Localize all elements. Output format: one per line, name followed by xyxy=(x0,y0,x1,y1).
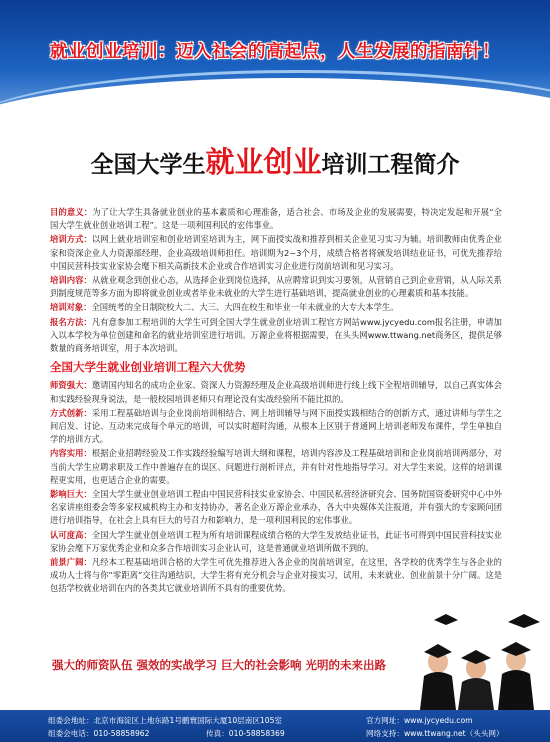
advantage-item xyxy=(50,529,502,555)
para-label: 影响巨大： xyxy=(50,489,92,500)
para-label: 培训方式： xyxy=(50,234,92,245)
graduates-illustration xyxy=(416,610,546,710)
graduate-figure-1 xyxy=(420,644,456,710)
para-text: 邀请国内知名的成功企业家、资深人力资源经理及企业高级培训师进行线上线下全程培训辅导，以自己真实体会和实践经验现身说法，是一般校园培训老师只有理论没有实战经验所不能比拟的。 xyxy=(50,380,502,404)
bottom-slogan: 强大的师资队伍 强效的实战学习 巨大的社会影响 光明的未来出路 xyxy=(52,658,387,672)
intro-signup xyxy=(50,316,502,356)
footer-official-site-link[interactable]: 官方网址：www.jycyedu.com xyxy=(366,716,473,725)
advantage-item xyxy=(50,379,502,405)
header-slogan: 就业创业培训：迈入社会的高起点，人生发展的指南针！ xyxy=(50,42,500,62)
para-label: 培训对象： xyxy=(50,302,92,313)
para-label: 前景广阔： xyxy=(50,557,92,568)
advantage-item xyxy=(50,488,502,528)
para-label: 方式创新： xyxy=(50,407,92,418)
intro-method xyxy=(50,233,502,273)
intro-audience xyxy=(50,301,502,314)
para-label: 师资强大： xyxy=(50,380,92,391)
flying-cap-icon xyxy=(508,614,540,628)
title-highlight: 就业创业 xyxy=(205,145,322,179)
para-label: 报名方法： xyxy=(50,316,92,327)
advantages-title: 全国大学生就业创业培训工程六大优势 xyxy=(50,360,246,375)
footer-network-support-link[interactable]: 网络支持：www.ttwang.net（头头网） xyxy=(366,729,504,738)
title-prefix: 全国大学生 xyxy=(90,152,206,178)
advantage-item xyxy=(50,556,502,596)
content-body xyxy=(50,206,502,597)
intro-purpose xyxy=(50,206,502,232)
para-text: 从就业观念到创业心态，从选择企业到岗位选择，从应聘常识到实习要领，从营销自己到企业营销，从人际关系到制度规范等多方面为即将就业创业或者毕业未就业的大学生进行基础培训，提高就业创业的心理素质和基本技能。 xyxy=(50,275,502,299)
para-text: 为了让大学生具备就业创业的基本素质和心理准备，适合社会、市场及企业的发展需要，特决定发起和开展“全国大学生就业创业培训工程”。这是一项利国利民的宏伟事业。 xyxy=(50,207,502,231)
para-label: 培训内容： xyxy=(50,275,92,286)
intro-content xyxy=(50,274,502,300)
para-label: 认可度高： xyxy=(50,529,92,540)
footer-bar xyxy=(0,710,550,742)
para-text: 凡有意参加工程培训的大学生可到全国大学生就业创业培训工程官方网站www.jycyedu.com报名注册，申请加入以本学校为单位创建和命名的就业培训室进行培训。万源企业将根据需要，在头头网www.ttwang.net商务区，提供足够数量的商务培训室，用于本次培训。 xyxy=(50,316,502,354)
para-label: 目的意义： xyxy=(50,207,93,217)
advantage-item xyxy=(50,447,502,487)
para-text: 全国统考的全日制院校大二、大三、大四在校生和毕业一年未就业的大专大本学生。 xyxy=(91,302,399,313)
para-label: 内容实用： xyxy=(50,448,92,459)
para-text: 凡经本工程基础培训合格的大学生可优先推荐进入各企业的岗前培训室，在这里，各学校的优秀学生与各企业的成功人士将与你“零距离”交往沟通结识，大学生将有充分机会与企业对接实习，试用，未来就业、创业前景十分广阔。这是包括学校就业培训在内的各类其它就业培训所不具有的重要优势。 xyxy=(50,557,502,594)
footer-fax: 传真：010-58858369 xyxy=(206,729,285,738)
graduate-figure-2 xyxy=(458,650,494,710)
footer-address: 组委会地址：北京市海淀区上地东路1号鹏寰国际大厦10层南区105室 xyxy=(48,716,283,725)
para-text: 采用工程基础培训与企业岗前培训相结合、网上培训辅导与网下面授实践相结合的创新方式，通过讲师与学生之间启发、讨论、互动来完成每个单元的培训，可以实时超时沟通，从根本上区别于普通网上培训老师发布课件，学生单独自学的培训方式。 xyxy=(50,407,502,445)
title-suffix: 培训工程简介 xyxy=(321,152,460,178)
graduate-figure-3 xyxy=(498,642,534,710)
para-text: 根据企业招聘经验及工作实践经验编写培训大纲和课程，培训内容涉及工程基础培训和企业岗前培训两部分，对当前大学生应聘求职及工作中普遍存在的误区、问题进行剖析评点，并有针对性地指导学习。对大学生来说，这样的培训课程更实用，也更适合企业的需要。 xyxy=(50,448,502,485)
footer-phone: 组委会电话：010-58858962 xyxy=(48,729,150,738)
page-title xyxy=(0,140,550,181)
para-text: 以网上就业培训室和创业培训室培训为主，网下面授实战和推荐到相关企业见习实习为辅。培训教师由优秀企业家和资深企业人力资源部经理、企业高级培训师担任。培训期为2~3个月，成绩合格者将颁发培训结业证书，可优先推荐给中国民营科技实业家协会麾下相关高新技术企业或合作培训实习企业进行岗前培训和见习实习。 xyxy=(50,234,502,271)
para-text: 全国大学生就业创业培训工程由中国民营科技实业家协会、中国民私营经济研究会、国务院国资委研究中心中外名家讲座组委会等多家权威机构主办和支持协办，著名企业万源企业承办，各大中央媒体关注报道，并有强大的专家顾问团进行培训指导，在社会上具有巨大的号召力和影响力，是一项利国利民的宏伟事业。 xyxy=(50,489,502,526)
para-text: 全国大学生就业创业培训工程为所有培训课程成绩合格的大学生发放结业证书，此证书可得到中国民营科技实业家协会麾下万家优秀企业和众多合作培训实习企业认可，这是普通就业培训所做不到的。 xyxy=(50,529,502,553)
header-banner xyxy=(0,0,550,128)
flying-cap-icon xyxy=(434,614,458,625)
advantage-item xyxy=(50,407,502,447)
